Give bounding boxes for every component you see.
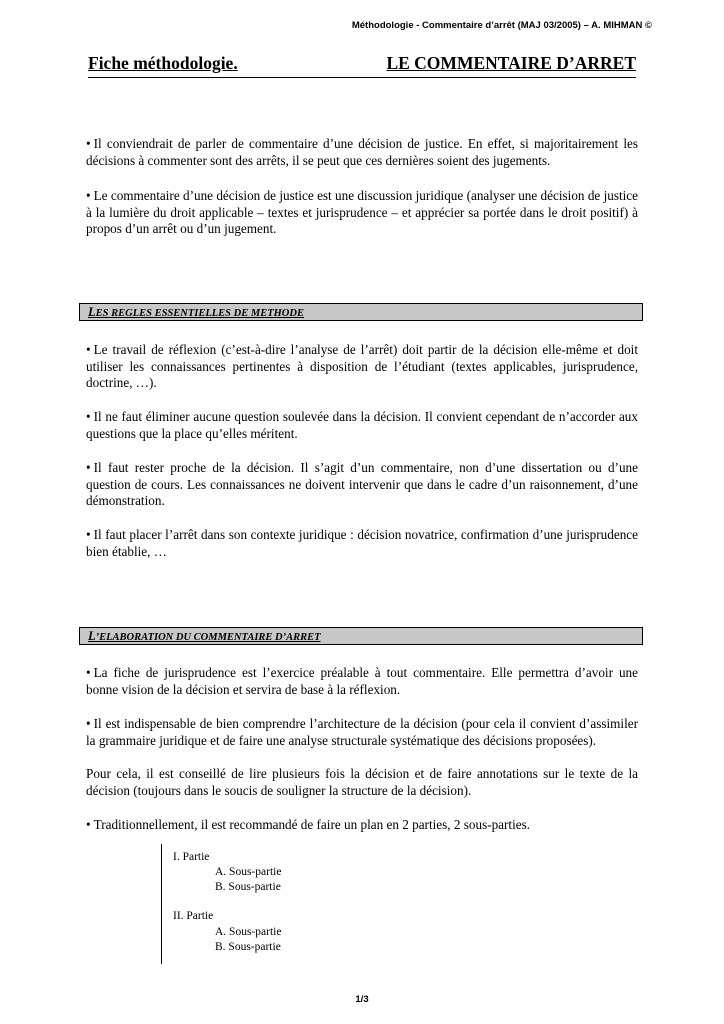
plan-subpart: B. Sous-partie — [215, 881, 281, 893]
list-item: • Il faut rester proche de la décision. Il s’agit d’un commentaire, non d’une dissertation ou d’une question de cours. Les connaissances ne doivent intervenir que dans le cadre d’un raisonnement, d’une démonstration. — [86, 460, 638, 508]
plan-subpart: B. Sous-partie — [215, 941, 281, 953]
bullet-icon: • — [86, 136, 91, 151]
bullet-icon: • — [86, 817, 91, 832]
title-right: LE COMMENTAIRE D’ARRET — [386, 53, 636, 73]
list-item: • Le travail de réflexion (c’est-à-dire l’analyse de l’arrêt) doit partir de la décision elle-même et doit utiliser les connaissances pertinentes à disposition de l’étudiant (textes applicables, jurisprudence, doctrine, …). — [86, 342, 638, 390]
plan-part: II. Partie — [173, 910, 214, 922]
page-title — [88, 53, 636, 78]
intro-paragraph: • Le commentaire d’une décision de justice est une discussion juridique (analyser une décision de justice à la lumière du droit applicable – textes et jurisprudence – et apprécier sa portée dans le droit positif) à propos d’un arrêt ou d’un jugement. — [86, 188, 638, 236]
plan-outline — [161, 844, 362, 964]
list-item: • Traditionnellement, il est recommandé de faire un plan en 2 parties, 2 sous-parties. — [86, 817, 531, 832]
bullet-icon: • — [86, 342, 91, 357]
list-item: • Il ne faut éliminer aucune question soulevée dans la décision. Il convient cependant de n’accorder aux questions que la place qu’elles méritent. — [86, 409, 638, 441]
bullet-icon: • — [86, 188, 91, 203]
list-item: • Il faut placer l’arrêt dans son contexte juridique : décision novatrice, confirmation d’une jurisprudence bien établie, … — [86, 527, 638, 559]
intro-paragraph: • Il conviendrait de parler de commentaire d’une décision de justice. En effet, si majoritairement les décisions à commenter sont des arrêts, il se peut que ces dernières soient des jugements. — [86, 136, 638, 168]
bullet-icon: • — [86, 409, 91, 424]
running-header: Méthodologie - Commentaire d’arrêt (MAJ 03/2005) – A. MIHMAN © — [351, 20, 652, 31]
plan-subpart: A. Sous-partie — [215, 866, 282, 878]
page-number: 1/3 — [355, 994, 369, 1005]
note-paragraph: Pour cela, il est conseillé de lire plusieurs fois la décision et de faire annotations sur le texte de la décision (toujours dans le soucis de souligner la structure de la décision). — [86, 766, 638, 798]
bullet-icon: • — [86, 527, 91, 542]
section-heading: LES REGLES ESSENTIELLES DE METHODE — [79, 303, 643, 321]
bullet-icon: • — [86, 665, 91, 680]
bullet-icon: • — [86, 716, 91, 731]
section-heading: L’ELABORATION DU COMMENTAIRE D’ARRET — [79, 627, 643, 645]
plan-subpart: A. Sous-partie — [215, 926, 282, 938]
list-item: • La fiche de jurisprudence est l’exercice préalable à tout commentaire. Elle permettra d’avoir une bonne vision de la décision et servira de base à la réflexion. — [86, 665, 638, 697]
list-item: • Il est indispensable de bien comprendre l’architecture de la décision (pour cela il convient d’assimiler la grammaire juridique et de faire une analyse structurale systématique des décisions proposées). — [86, 716, 638, 748]
title-left: Fiche méthodologie. — [88, 53, 238, 73]
bullet-icon: • — [86, 460, 91, 475]
plan-part: I. Partie — [173, 851, 210, 863]
